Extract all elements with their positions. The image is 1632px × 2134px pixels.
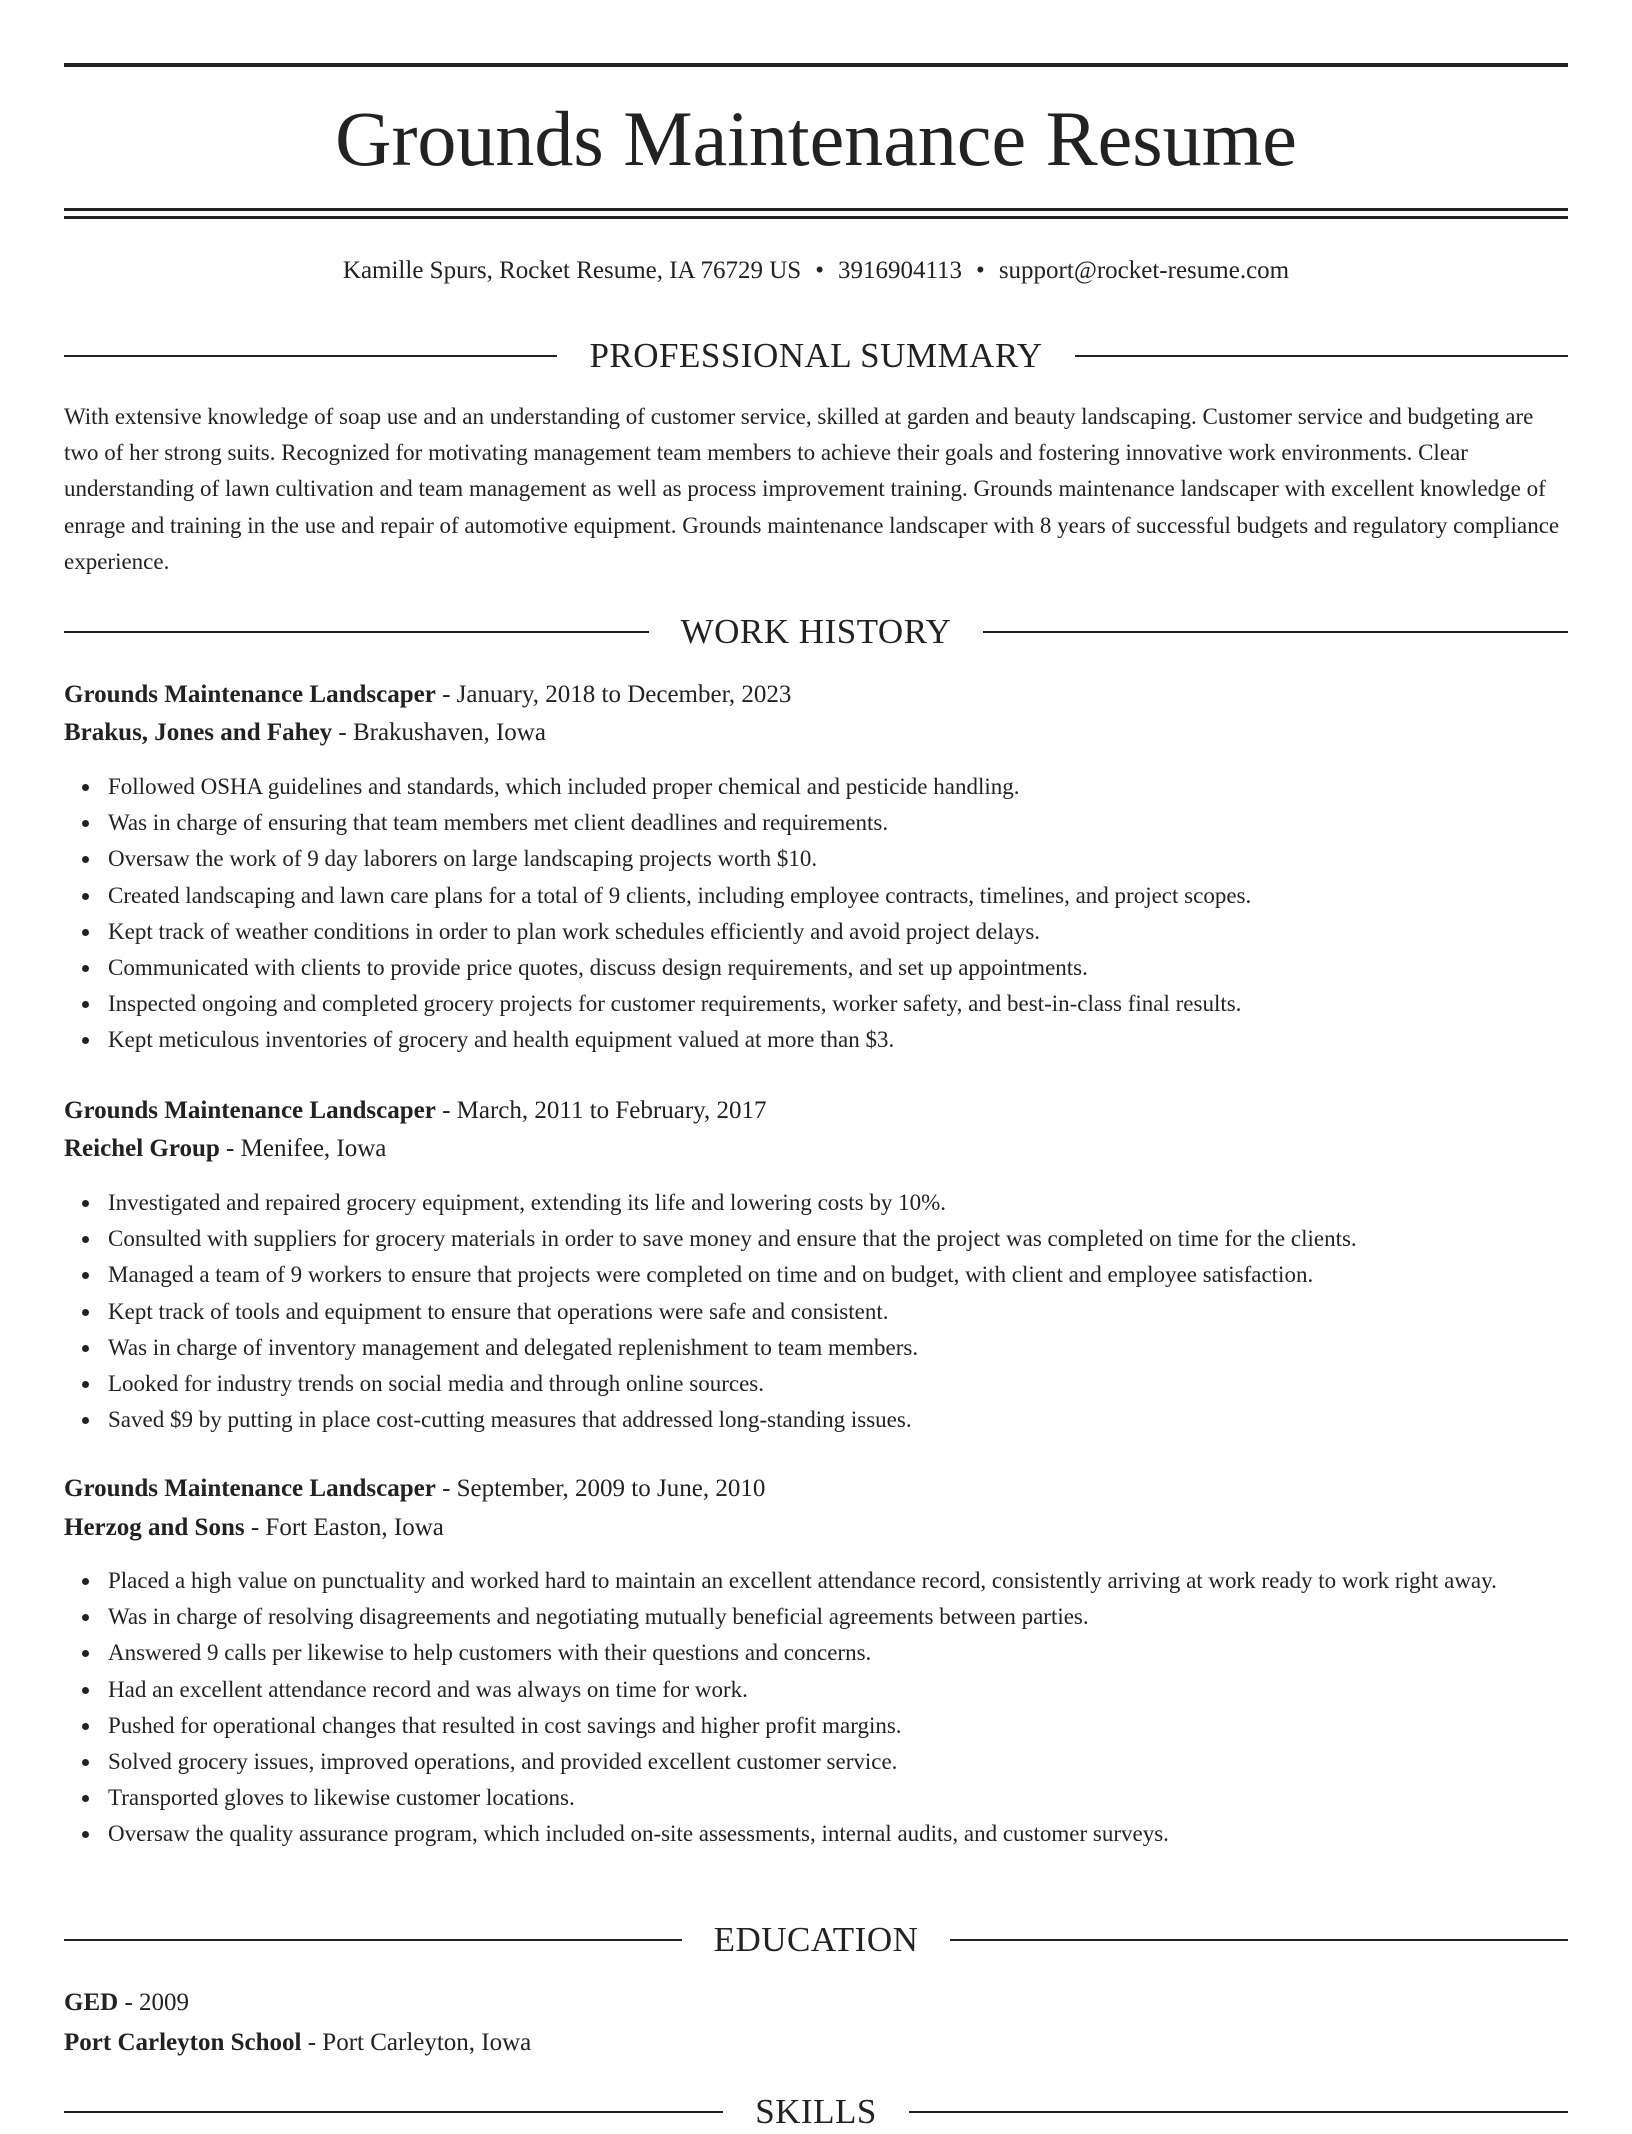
section-title: PROFESSIONAL SUMMARY [589,336,1043,375]
job-bullets [64,1185,1612,1438]
top-rule [64,63,1568,67]
section-rule [1075,355,1568,357]
list-item: Placed a high value on punctuality and worked hard to maintain an excellent attendance record, consistently arriving at work ready to work right away. [108,1563,1612,1599]
contact-phone: 3916904113 [837,257,963,284]
section-rule [950,1939,1568,1941]
section-rule [983,631,1568,633]
job-bullets [64,1563,1612,1853]
list-item: Looked for industry trends on social media and through online sources. [108,1366,1612,1402]
list-item: Oversaw the work of 9 day laborers on large landscaping projects worth $10. [108,841,1612,877]
job-company: Reichel Group [64,1135,220,1162]
section-rule [64,2111,723,2113]
education-degree-line [64,1985,1568,2021]
job-location: - Menifee, Iowa [219,1135,387,1162]
job-company: Brakus, Jones and Fahey [64,719,333,746]
contact-separator: • [976,257,985,284]
section-header-skills [64,2090,1568,2134]
section-rule [64,631,649,633]
education-degree: GED [64,1989,119,2016]
job-location: - Fort Easton, Iowa [244,1514,444,1541]
page-title: Grounds Maintenance Resume [335,95,1297,182]
title-rule-upper [64,208,1568,211]
list-item: Kept track of tools and equipment to ensure that operations were safe and consistent. [108,1294,1612,1330]
education-school-line [64,2025,1568,2061]
section-header-education [64,1918,1568,1962]
job-bullets [64,769,1612,1059]
job-title: Grounds Maintenance Landscaper [64,681,436,708]
job-title-line [64,1471,1568,1507]
job-company-line [64,715,1568,751]
job-company: Herzog and Sons [64,1514,245,1541]
job-dates: - January, 2018 to December, 2023 [435,681,792,708]
contact-separator: • [815,257,824,284]
list-item: Kept meticulous inventories of grocery and health equipment valued at more than $3. [108,1022,1612,1058]
job-location: - Brakushaven, Iowa [332,719,546,746]
job-dates: - March, 2011 to February, 2017 [435,1097,767,1124]
section-rule [64,355,557,357]
job-company-line [64,1131,1568,1167]
list-item: Investigated and repaired grocery equipment, extending its life and lowering costs by 10%. [108,1185,1612,1221]
title-rule-lower [64,216,1568,219]
education-school: Port Carleyton School [64,2029,302,2056]
list-item: Communicated with clients to provide price quotes, discuss design requirements, and set up appointments. [108,950,1612,986]
section-header-work-history [64,610,1568,654]
section-header-summary [64,334,1568,378]
section-rule [909,2111,1568,2113]
list-item: Managed a team of 9 workers to ensure that projects were completed on time and on budget, with client and employee satisfaction. [108,1257,1612,1293]
list-item: Kept track of weather conditions in order to plan work schedules efficiently and avoid project delays. [108,914,1612,950]
list-item: Was in charge of ensuring that team members met client deadlines and requirements. [108,805,1612,841]
list-item: Pushed for operational changes that resulted in cost savings and higher profit margins. [108,1708,1612,1744]
job-title: Grounds Maintenance Landscaper [64,1475,436,1502]
contact-email: support@rocket-resume.com [998,257,1290,284]
list-item: Solved grocery issues, improved operations, and provided excellent customer service. [108,1744,1612,1780]
contact-line [64,254,1568,288]
job-title-line [64,1093,1568,1129]
list-item: Oversaw the quality assurance program, which included on-site assessments, internal audits, and customer surveys. [108,1816,1612,1852]
list-item: Consulted with suppliers for grocery materials in order to save money and ensure that the project was completed on time for the clients. [108,1221,1612,1257]
section-title: WORK HISTORY [680,612,952,651]
section-title: EDUCATION [713,1920,919,1959]
education-year: - 2009 [118,1989,190,2016]
list-item: Created landscaping and lawn care plans for a total of 9 clients, including employee contracts, timelines, and project scopes. [108,878,1612,914]
section-rule [64,1939,682,1941]
list-item: Inspected ongoing and completed grocery projects for customer requirements, worker safety, and best-in-class final results. [108,986,1612,1022]
list-item: Was in charge of resolving disagreements and negotiating mutually beneficial agreements between parties. [108,1599,1612,1635]
education-location: - Port Carleyton, Iowa [301,2029,532,2056]
list-item: Had an excellent attendance record and was always on time for work. [108,1672,1612,1708]
contact-address: Kamille Spurs, Rocket Resume, IA 76729 US [342,257,802,284]
list-item: Saved $9 by putting in place cost-cutting measures that addressed long-standing issues. [108,1402,1612,1438]
job-title-line [64,677,1568,713]
job-company-line [64,1510,1568,1546]
job-dates: - September, 2009 to June, 2010 [435,1475,766,1502]
list-item: Transported gloves to likewise customer locations. [108,1780,1612,1816]
summary-text: With extensive knowledge of soap use and an understanding of customer service, skilled at garden and beauty landscaping. Customer service and budgeting are two of her strong suits. Recognized for motivating management team members to achieve their goals and fostering innovative work environments. Clear understanding of lawn cultivation and team management as well as process improvement training. Grounds maintenance landscaper with excellent knowledge of enrage and training in the use and repair of automotive equipment. Grounds maintenance landscaper with 8 years of successful budgets and regulatory compliance experience. [64,404,1560,574]
job-title: Grounds Maintenance Landscaper [64,1097,436,1124]
list-item: Was in charge of inventory management and delegated replenishment to team members. [108,1330,1612,1366]
list-item: Answered 9 calls per likewise to help customers with their questions and concerns. [108,1635,1612,1671]
section-title: SKILLS [755,2092,877,2131]
list-item: Followed OSHA guidelines and standards, which included proper chemical and pesticide handling. [108,769,1612,805]
